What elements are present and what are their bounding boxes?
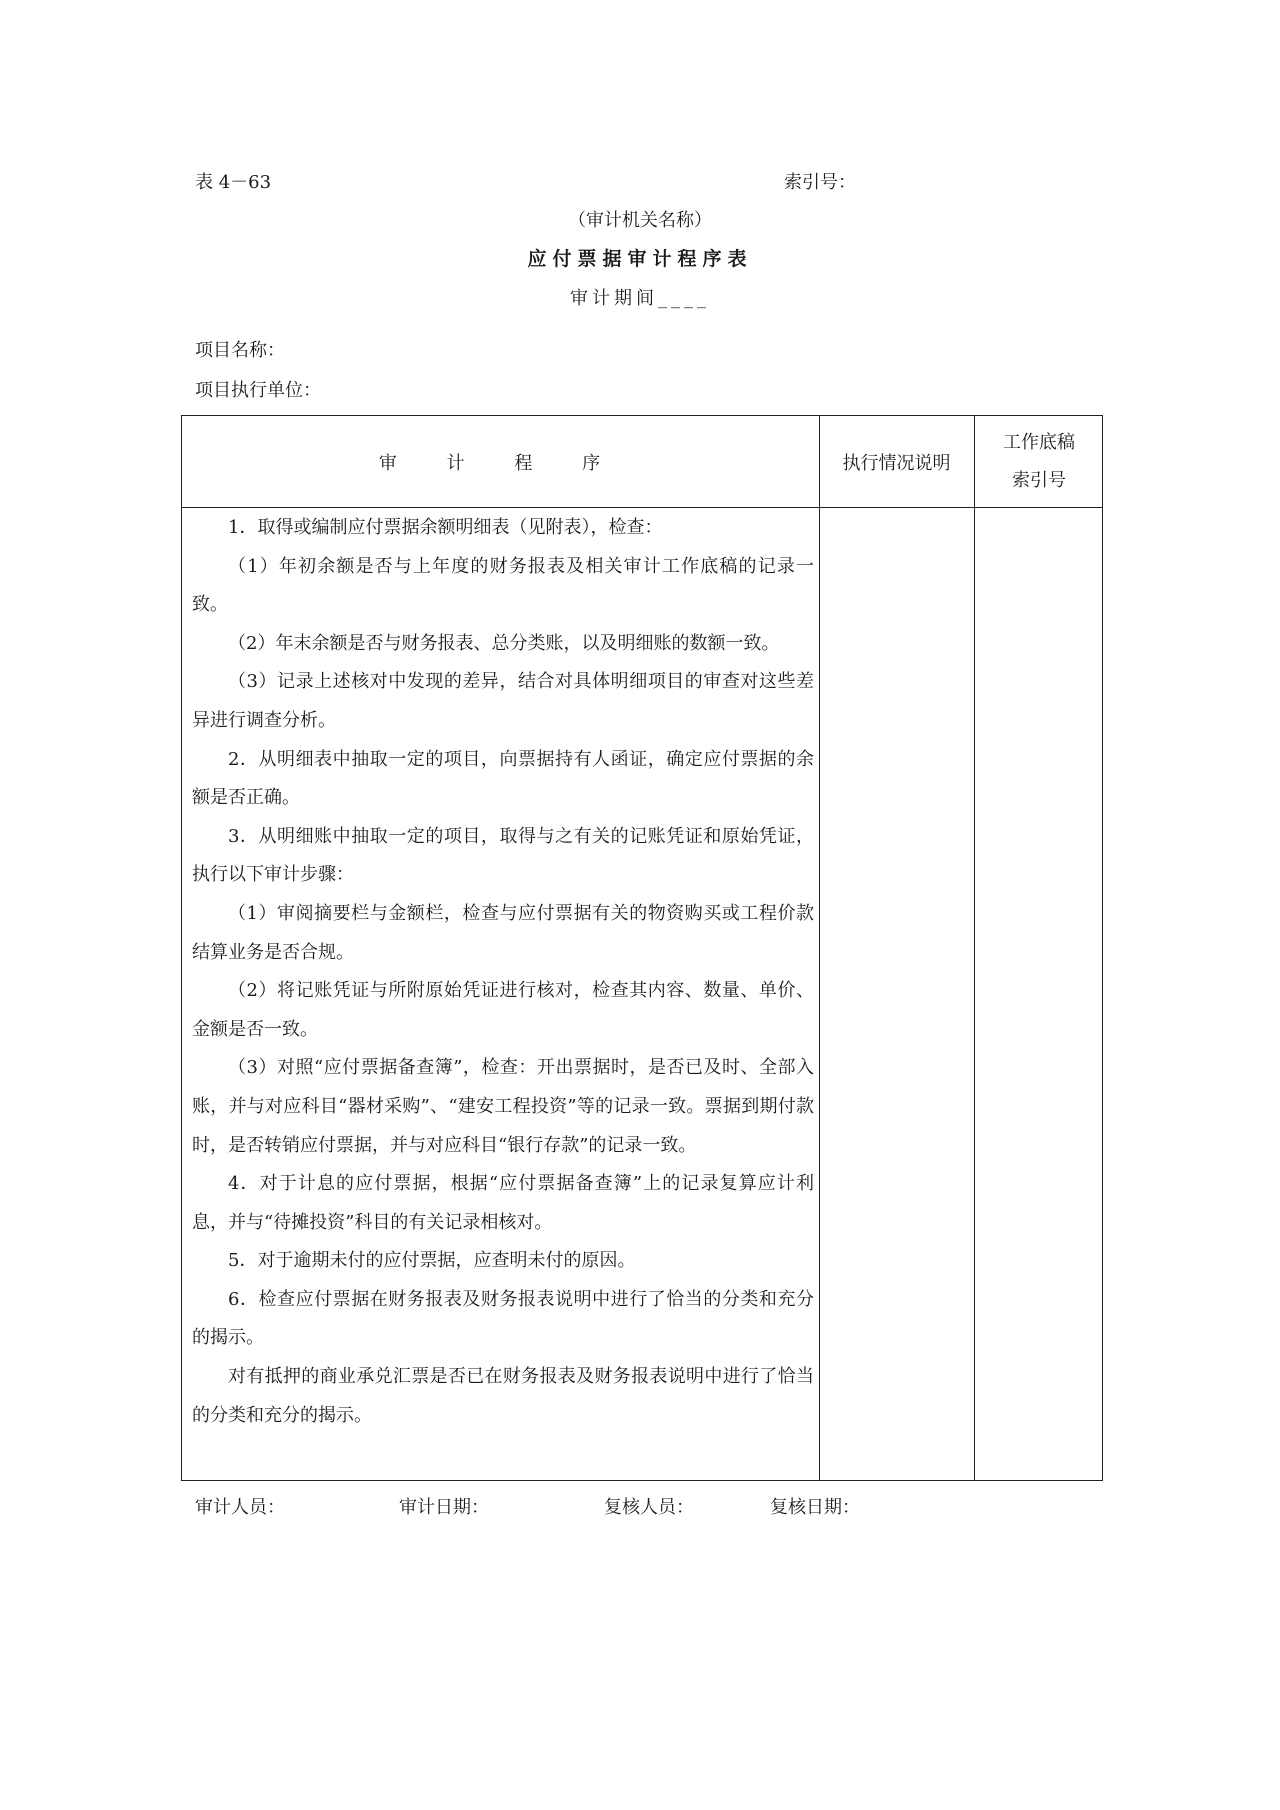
project-name-label: 项目名称： — [195, 340, 285, 361]
procedure-paragraph: （3）对照“应付票据备查簿”，检查：开出票据时，是否已及时、全部入账，并与对应科目“器材采购”、“建安工程投资”等的记录一致。票据到期付款时，是否转销应付票据，并与对应科目“银行存款”的记录一致。 — [192, 1057, 814, 1156]
column-header-ref-line1: 工作底稿 — [1003, 431, 1075, 453]
procedure-paragraph: 1．取得或编制应付票据余额明细表（见附表），检查： — [228, 517, 663, 538]
procedure-paragraph: 对有抵押的商业承兑汇票是否已在财务报表及财务报表说明中进行了恰当的分类和充分的揭示。 — [192, 1366, 814, 1426]
auditor-label: 审计人员： — [195, 1497, 285, 1518]
audit-period: 审计期间____ — [570, 288, 710, 309]
procedure-paragraph: （1）审阅摘要栏与金额栏，检查与应付票据有关的物资购买或工程价款结算业务是否合规。 — [192, 902, 814, 963]
procedure-paragraph: （1）年初余额是否与上年度的财务报表及相关审计工作底稿的记录一致。 — [192, 555, 814, 616]
procedure-paragraph: 2．从明细表中抽取一定的项目，向票据持有人函证，确定应付票据的余额是否正确。 — [192, 748, 814, 809]
procedure-paragraph: 4．对于计息的应付票据，根据“应付票据备查簿”上的记录复算应计利息，并与“待摊投资”科目的有关记录相核对。 — [192, 1173, 814, 1233]
procedure-paragraph: （2）将记账凭证与所附原始凭证进行核对，检查其内容、数量、单价、金额是否一致。 — [192, 980, 814, 1040]
table-number: 表 4－63 — [195, 172, 272, 193]
procedure-paragraph: （3）记录上述核对中发现的差异，结合对具体明细项目的审查对这些差异进行调查分析。 — [192, 671, 814, 731]
index-number-label: 索引号： — [784, 172, 856, 193]
reviewer-label: 复核人员： — [604, 1497, 694, 1518]
column-divider — [819, 416, 820, 1480]
column-header-ref-line2: 索引号 — [1012, 469, 1066, 491]
procedure-text-cell — [192, 509, 814, 1435]
column-header-execution: 执行情况说明 — [842, 452, 951, 474]
procedure-paragraph: 6．检查应付票据在财务报表及财务报表说明中进行了恰当的分类和充分的揭示。 — [192, 1288, 814, 1349]
page-title: 应付票据审计程序表 — [527, 248, 753, 270]
audit-procedure-table — [181, 415, 1103, 1481]
project-unit-label: 项目执行单位： — [195, 380, 321, 401]
column-header-workpaper-ref — [974, 416, 1104, 507]
audit-date-label: 审计日期： — [399, 1497, 489, 1518]
audit-org-name: （审计机关名称） — [568, 210, 712, 231]
header-divider — [182, 507, 1102, 508]
procedure-paragraph: 3．从明细账中抽取一定的项目，取得与之有关的记账凭证和原始凭证，执行以下审计步骤： — [192, 825, 814, 886]
column-divider — [974, 416, 975, 1480]
procedure-paragraph: （2）年末余额是否与财务报表、总分类账，以及明细账的数额一致。 — [228, 632, 780, 654]
review-date-label: 复核日期： — [770, 1497, 860, 1518]
column-header-procedure: 审 计 程 序 — [378, 452, 623, 474]
procedure-paragraph: 5．对于逾期未付的应付票据，应查明未付的原因。 — [228, 1250, 636, 1272]
